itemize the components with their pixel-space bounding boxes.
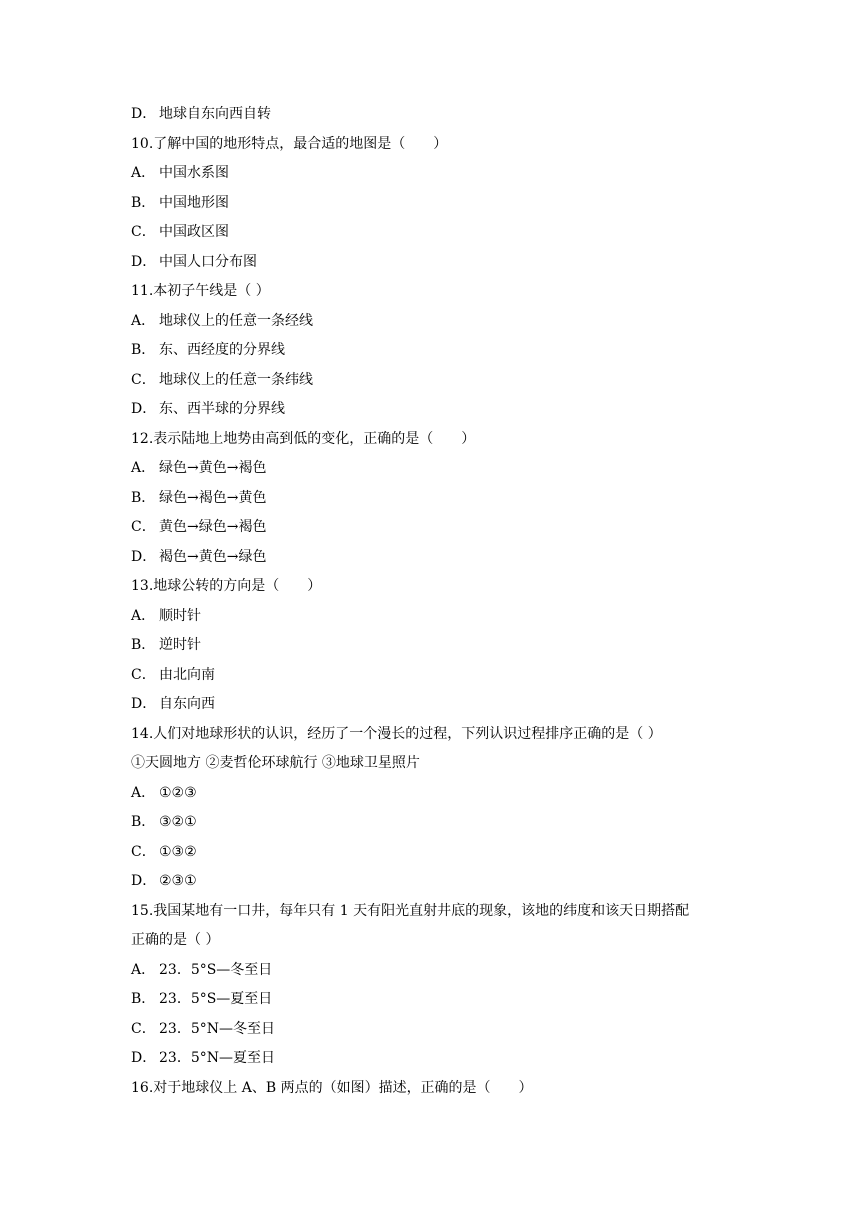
answer-option	[131, 690, 751, 720]
answer-option	[131, 985, 751, 1015]
answer-option	[131, 248, 751, 278]
option-text: 地球仪上的任意一条纬线	[159, 371, 313, 388]
option-letter: A．	[131, 607, 156, 624]
option-text: 东、西经度的分界线	[159, 342, 285, 358]
answer-option	[131, 1044, 751, 1074]
answer-option	[131, 779, 751, 809]
answer-option	[131, 1015, 751, 1045]
answer-option	[131, 808, 751, 838]
question-text: 15.我国某地有一口井，每年只有 1 天有阳光直射井底的现象，该地的纬度和该天日期搭配	[131, 902, 690, 919]
answer-option	[131, 366, 751, 396]
option-text: 绿色→褐色→黄色	[159, 489, 267, 506]
question-list	[131, 100, 751, 1103]
answer-option	[131, 100, 751, 130]
option-letter: A．	[131, 961, 156, 978]
option-text: 褐色→黄色→绿色	[159, 548, 267, 565]
option-letter: D．	[131, 873, 157, 889]
question-text: 16.对于地球仪上 A、B 两点的（如图）描述，正确的是（ ）	[131, 1079, 533, 1096]
answer-option	[131, 602, 751, 632]
option-letter: D．	[131, 1050, 157, 1066]
question-text: 11.本初子午线是（ ）	[131, 283, 270, 299]
option-text: 中国地形图	[159, 194, 229, 211]
answer-option	[131, 631, 751, 661]
answer-option	[131, 956, 751, 986]
option-letter: D．	[131, 548, 157, 565]
answer-option	[131, 454, 751, 484]
option-letter: C．	[131, 371, 156, 388]
answer-option	[131, 484, 751, 514]
option-text: 23．5°N—冬至日	[159, 1020, 275, 1037]
option-text: 中国政区图	[159, 224, 229, 240]
answer-option	[131, 395, 751, 425]
option-text: 地球自东向西自转	[159, 106, 271, 122]
option-letter: B．	[131, 814, 156, 830]
option-letter: B．	[131, 194, 156, 211]
question-text: ①天圆地方 ②麦哲伦环球航行 ③地球卫星照片	[131, 755, 420, 771]
option-letter: D．	[131, 696, 157, 712]
option-text: 黄色→绿色→褐色	[159, 519, 267, 535]
option-text: ②③①	[159, 873, 197, 889]
option-text: 由北向南	[159, 666, 215, 683]
option-text: ①③②	[159, 843, 197, 860]
answer-option	[131, 307, 751, 337]
option-letter: D．	[131, 106, 157, 122]
question-text: 12.表示陆地上地势由高到低的变化，正确的是（ ）	[131, 430, 476, 447]
option-letter: A．	[131, 460, 156, 476]
option-text: ③②①	[159, 814, 197, 830]
option-text: ①②③	[159, 784, 197, 801]
option-letter: C．	[131, 1020, 156, 1037]
option-text: 23．5°S—冬至日	[159, 961, 273, 978]
option-letter: C．	[131, 519, 156, 535]
option-text: 23．5°N—夏至日	[159, 1050, 275, 1066]
question-text: 14.人们对地球形状的认识，经历了一个漫长的过程，下列认识过程排序正确的是（ ）	[131, 725, 662, 742]
option-letter: C．	[131, 843, 156, 860]
option-letter: B．	[131, 991, 156, 1007]
option-letter: B．	[131, 637, 156, 653]
answer-option	[131, 867, 751, 897]
option-letter: C．	[131, 666, 156, 683]
option-text: 地球仪上的任意一条经线	[159, 312, 313, 329]
option-text: 顺时针	[159, 607, 201, 624]
option-letter: A．	[131, 312, 156, 329]
option-text: 东、西半球的分界线	[159, 401, 285, 417]
option-letter: D．	[131, 401, 157, 417]
answer-option	[131, 159, 751, 189]
question-text: 13.地球公转的方向是（ ）	[131, 578, 322, 594]
question-text: 10.了解中国的地形特点，最合适的地图是（ ）	[131, 135, 448, 152]
option-letter: B．	[131, 342, 156, 358]
answer-option	[131, 543, 751, 573]
option-text: 自东向西	[159, 696, 215, 712]
option-letter: A．	[131, 784, 156, 801]
option-text: 23．5°S—夏至日	[159, 991, 273, 1007]
option-letter: B．	[131, 489, 156, 506]
option-text: 中国人口分布图	[159, 253, 257, 270]
option-text: 绿色→黄色→褐色	[159, 460, 267, 476]
option-letter: D．	[131, 253, 157, 270]
answer-option	[131, 218, 751, 248]
option-letter: C．	[131, 224, 156, 240]
answer-option	[131, 661, 751, 691]
option-letter: A．	[131, 165, 156, 181]
answer-option	[131, 513, 751, 543]
answer-option	[131, 189, 751, 219]
option-text: 逆时针	[159, 637, 201, 653]
question-text: 正确的是（ ）	[131, 932, 220, 948]
answer-option	[131, 838, 751, 868]
answer-option	[131, 336, 751, 366]
option-text: 中国水系图	[159, 165, 229, 181]
